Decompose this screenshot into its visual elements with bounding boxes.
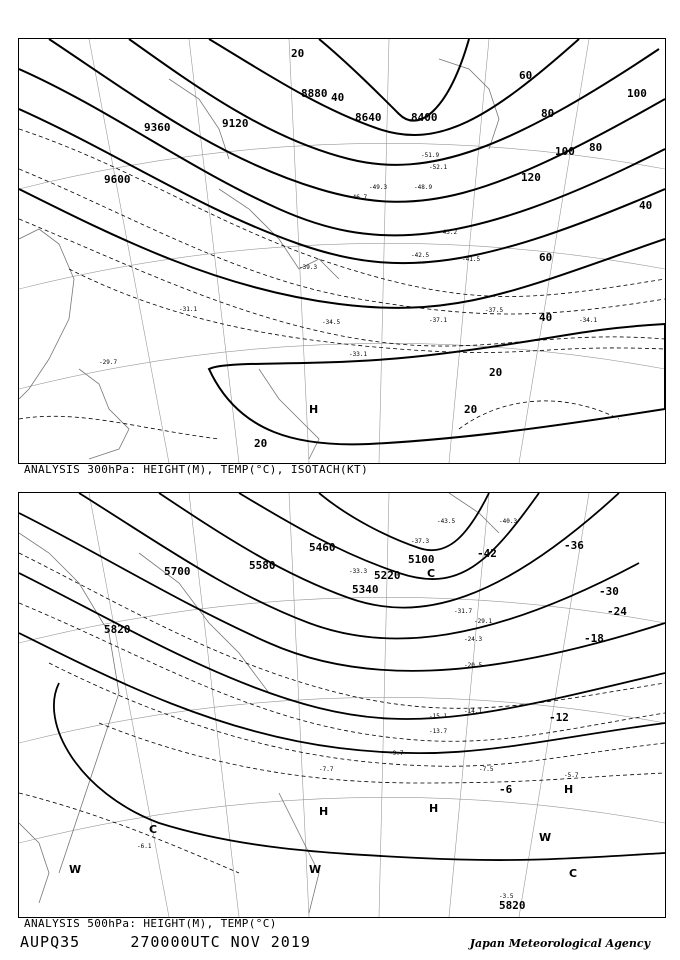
pressure-center-group bbox=[309, 403, 318, 416]
isotach-label: 80 bbox=[589, 141, 603, 154]
temperature-contour-label: -42 bbox=[477, 547, 497, 560]
height-contour-label: 5340 bbox=[352, 583, 379, 596]
isotach-label: 40 bbox=[539, 311, 553, 324]
station-temperature: -24.3 bbox=[464, 636, 483, 643]
temperature-contour-label: -36 bbox=[564, 539, 584, 552]
station-temperature: -14.1 bbox=[464, 708, 483, 715]
pressure-center: W bbox=[539, 831, 552, 844]
isotach-label: 20 bbox=[291, 47, 305, 60]
station-temperature: -51.9 bbox=[421, 152, 440, 159]
station-temperature: -7.5 bbox=[479, 766, 494, 773]
pressure-center: C bbox=[149, 823, 158, 836]
station-temperature: -52.1 bbox=[429, 164, 448, 171]
isotach-label: 20 bbox=[489, 366, 503, 379]
pressure-center: W bbox=[309, 863, 322, 876]
height-contour-label: 5460 bbox=[309, 541, 336, 554]
height-contour-label: 5700 bbox=[164, 565, 191, 578]
station-temperature: -5.7 bbox=[564, 772, 579, 779]
caption-500hpa: ANALYSIS 500hPa: HEIGHT(M), TEMP(°C) bbox=[24, 917, 277, 930]
map-300hpa-canvas bbox=[19, 39, 665, 463]
caption-300hpa: ANALYSIS 300hPa: HEIGHT(M), TEMP(°C), ISOTACH(KT) bbox=[24, 463, 369, 476]
station-temperature: -29.1 bbox=[474, 618, 493, 625]
isotach-label: 100 bbox=[627, 87, 647, 100]
map-500hpa-canvas bbox=[19, 493, 665, 917]
temperature-contour-label: -30 bbox=[599, 585, 619, 598]
isotach-label: 20 bbox=[464, 403, 478, 416]
station-temperature: -34.1 bbox=[579, 317, 598, 324]
temperature-contour-label: -24 bbox=[607, 605, 627, 618]
station-temperature: -46.7 bbox=[349, 194, 368, 201]
temperature-contour-label: -12 bbox=[549, 711, 569, 724]
analysis-300hpa-map bbox=[18, 38, 666, 464]
isotach-label: 40 bbox=[331, 91, 345, 104]
pressure-center: H bbox=[429, 802, 439, 815]
station-temperature: -33.1 bbox=[349, 351, 368, 358]
high-pressure-center: H bbox=[309, 403, 319, 416]
product-code: AUPQ35 bbox=[20, 933, 81, 951]
station-temp-group bbox=[99, 152, 597, 366]
height-contour-label: 9360 bbox=[144, 121, 171, 134]
station-temperature: -20.5 bbox=[464, 662, 483, 669]
station-temperature: -15.1 bbox=[429, 713, 448, 720]
height-contour-label: 5820 bbox=[499, 899, 526, 912]
pressure-center: C bbox=[569, 867, 578, 880]
isotach-label: 40 bbox=[639, 199, 653, 212]
pressure-center: W bbox=[69, 863, 82, 876]
station-temperature: -49.3 bbox=[369, 184, 388, 191]
station-temperature: -42.5 bbox=[411, 252, 430, 259]
station-temperature: -37.1 bbox=[429, 317, 448, 324]
height-contour-label: 8880 bbox=[301, 87, 328, 100]
isotach-label: 100 bbox=[555, 145, 575, 158]
product-footer bbox=[20, 933, 311, 951]
station-temperature: -39.3 bbox=[299, 264, 318, 271]
station-temperature: -43.2 bbox=[439, 229, 458, 236]
station-temperature: -41.5 bbox=[462, 256, 481, 263]
station-temperature: -7.7 bbox=[319, 766, 334, 773]
station-temperature: -9.7 bbox=[389, 750, 404, 757]
isotach-label: 60 bbox=[539, 251, 553, 264]
pressure-center: H bbox=[319, 805, 329, 818]
temperature-contour-label: -6 bbox=[499, 783, 513, 796]
temp-contour-label-group bbox=[477, 539, 627, 796]
isotach-label: 80 bbox=[541, 107, 555, 120]
station-temperature: -13.7 bbox=[429, 728, 448, 735]
pressure-center: C bbox=[427, 567, 436, 580]
pressure-center-group bbox=[69, 567, 577, 880]
station-temperature: -48.9 bbox=[414, 184, 433, 191]
height-contour-label: 5580 bbox=[249, 559, 276, 572]
station-temperature: -29.7 bbox=[99, 359, 118, 366]
station-temperature: -43.5 bbox=[437, 518, 456, 525]
station-temperature: -31.7 bbox=[454, 608, 473, 615]
temperature-contour-label: -18 bbox=[584, 632, 604, 645]
station-temperature: -34.5 bbox=[322, 319, 341, 326]
isotach-label: 60 bbox=[519, 69, 533, 82]
height-contour-label: 9120 bbox=[222, 117, 249, 130]
isotach-label: 20 bbox=[254, 437, 268, 450]
agency-name: Japan Meteorological Agency bbox=[469, 937, 650, 950]
height-contour-label: 5100 bbox=[408, 553, 435, 566]
station-temperature: -37.5 bbox=[485, 307, 504, 314]
height-contour-label: 5220 bbox=[374, 569, 401, 582]
station-temperature: -6.1 bbox=[137, 843, 152, 850]
station-temp-group bbox=[137, 518, 579, 900]
station-temperature: -33.3 bbox=[349, 568, 368, 575]
height-contour-label: 5820 bbox=[104, 623, 131, 636]
analysis-500hpa-map bbox=[18, 492, 666, 918]
analysis-time: 270000UTC NOV 2019 bbox=[130, 933, 311, 951]
height-contour-label: 9600 bbox=[104, 173, 131, 186]
station-temperature: -3.5 bbox=[499, 893, 514, 900]
station-temperature: -40.3 bbox=[499, 518, 518, 525]
station-temperature: -37.3 bbox=[411, 538, 430, 545]
isotach-label: 120 bbox=[521, 171, 541, 184]
station-temperature: -31.1 bbox=[179, 306, 198, 313]
height-contour-label: 8640 bbox=[355, 111, 382, 124]
height-contour-label: 8400 bbox=[411, 111, 438, 124]
pressure-center: H bbox=[564, 783, 574, 796]
